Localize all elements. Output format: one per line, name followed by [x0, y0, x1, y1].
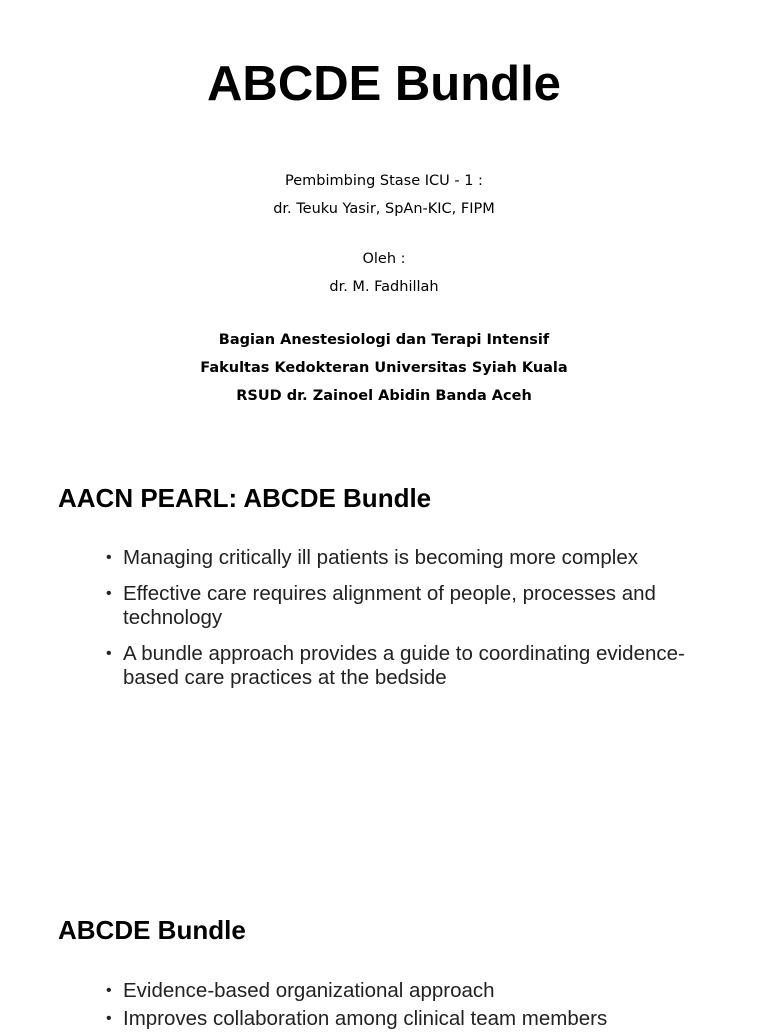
institution-faculty: Fakultas Kedokteran Universitas Syiah Kuala: [200, 360, 568, 376]
bullet-item: • A bundle approach provides a guide to coordinating evidence-based care practices at the bedside: [106, 642, 706, 690]
bullet-list: [106, 546, 706, 702]
author-label: Oleh :: [362, 251, 406, 267]
title-slide: [0, 0, 768, 440]
bullet-item: • Improves collaboration among clinical team members: [106, 1007, 706, 1031]
institution-hospital: RSUD dr. Zainoel Abidin Banda Aceh: [236, 388, 532, 404]
supervisor-block: [0, 167, 768, 223]
slide-abcde-bundle: [0, 900, 768, 1030]
bullet-list: [106, 979, 706, 1035]
slide-heading: AACN PEARL: ABCDE Bundle: [58, 483, 432, 513]
author-name: dr. M. Fadhillah: [329, 279, 439, 295]
institution-block: [0, 326, 768, 410]
bullet-item: • Evidence-based organizational approach: [106, 979, 706, 1003]
slide-aacn-pearl: [0, 468, 768, 868]
slide-heading: ABCDE Bundle: [58, 915, 246, 945]
bullet-item: • Managing critically ill patients is becoming more complex: [106, 546, 706, 570]
bullet-item: • Effective care requires alignment of people, processes and technology: [106, 582, 706, 630]
presentation-title: ABCDE Bundle: [207, 57, 561, 111]
institution-department: Bagian Anestesiologi dan Terapi Intensif: [218, 332, 550, 348]
author-block: [0, 245, 768, 301]
supervisor-name: dr. Teuku Yasir, SpAn-KIC, FIPM: [273, 201, 495, 217]
supervisor-label: Pembimbing Stase ICU - 1 :: [285, 173, 483, 189]
